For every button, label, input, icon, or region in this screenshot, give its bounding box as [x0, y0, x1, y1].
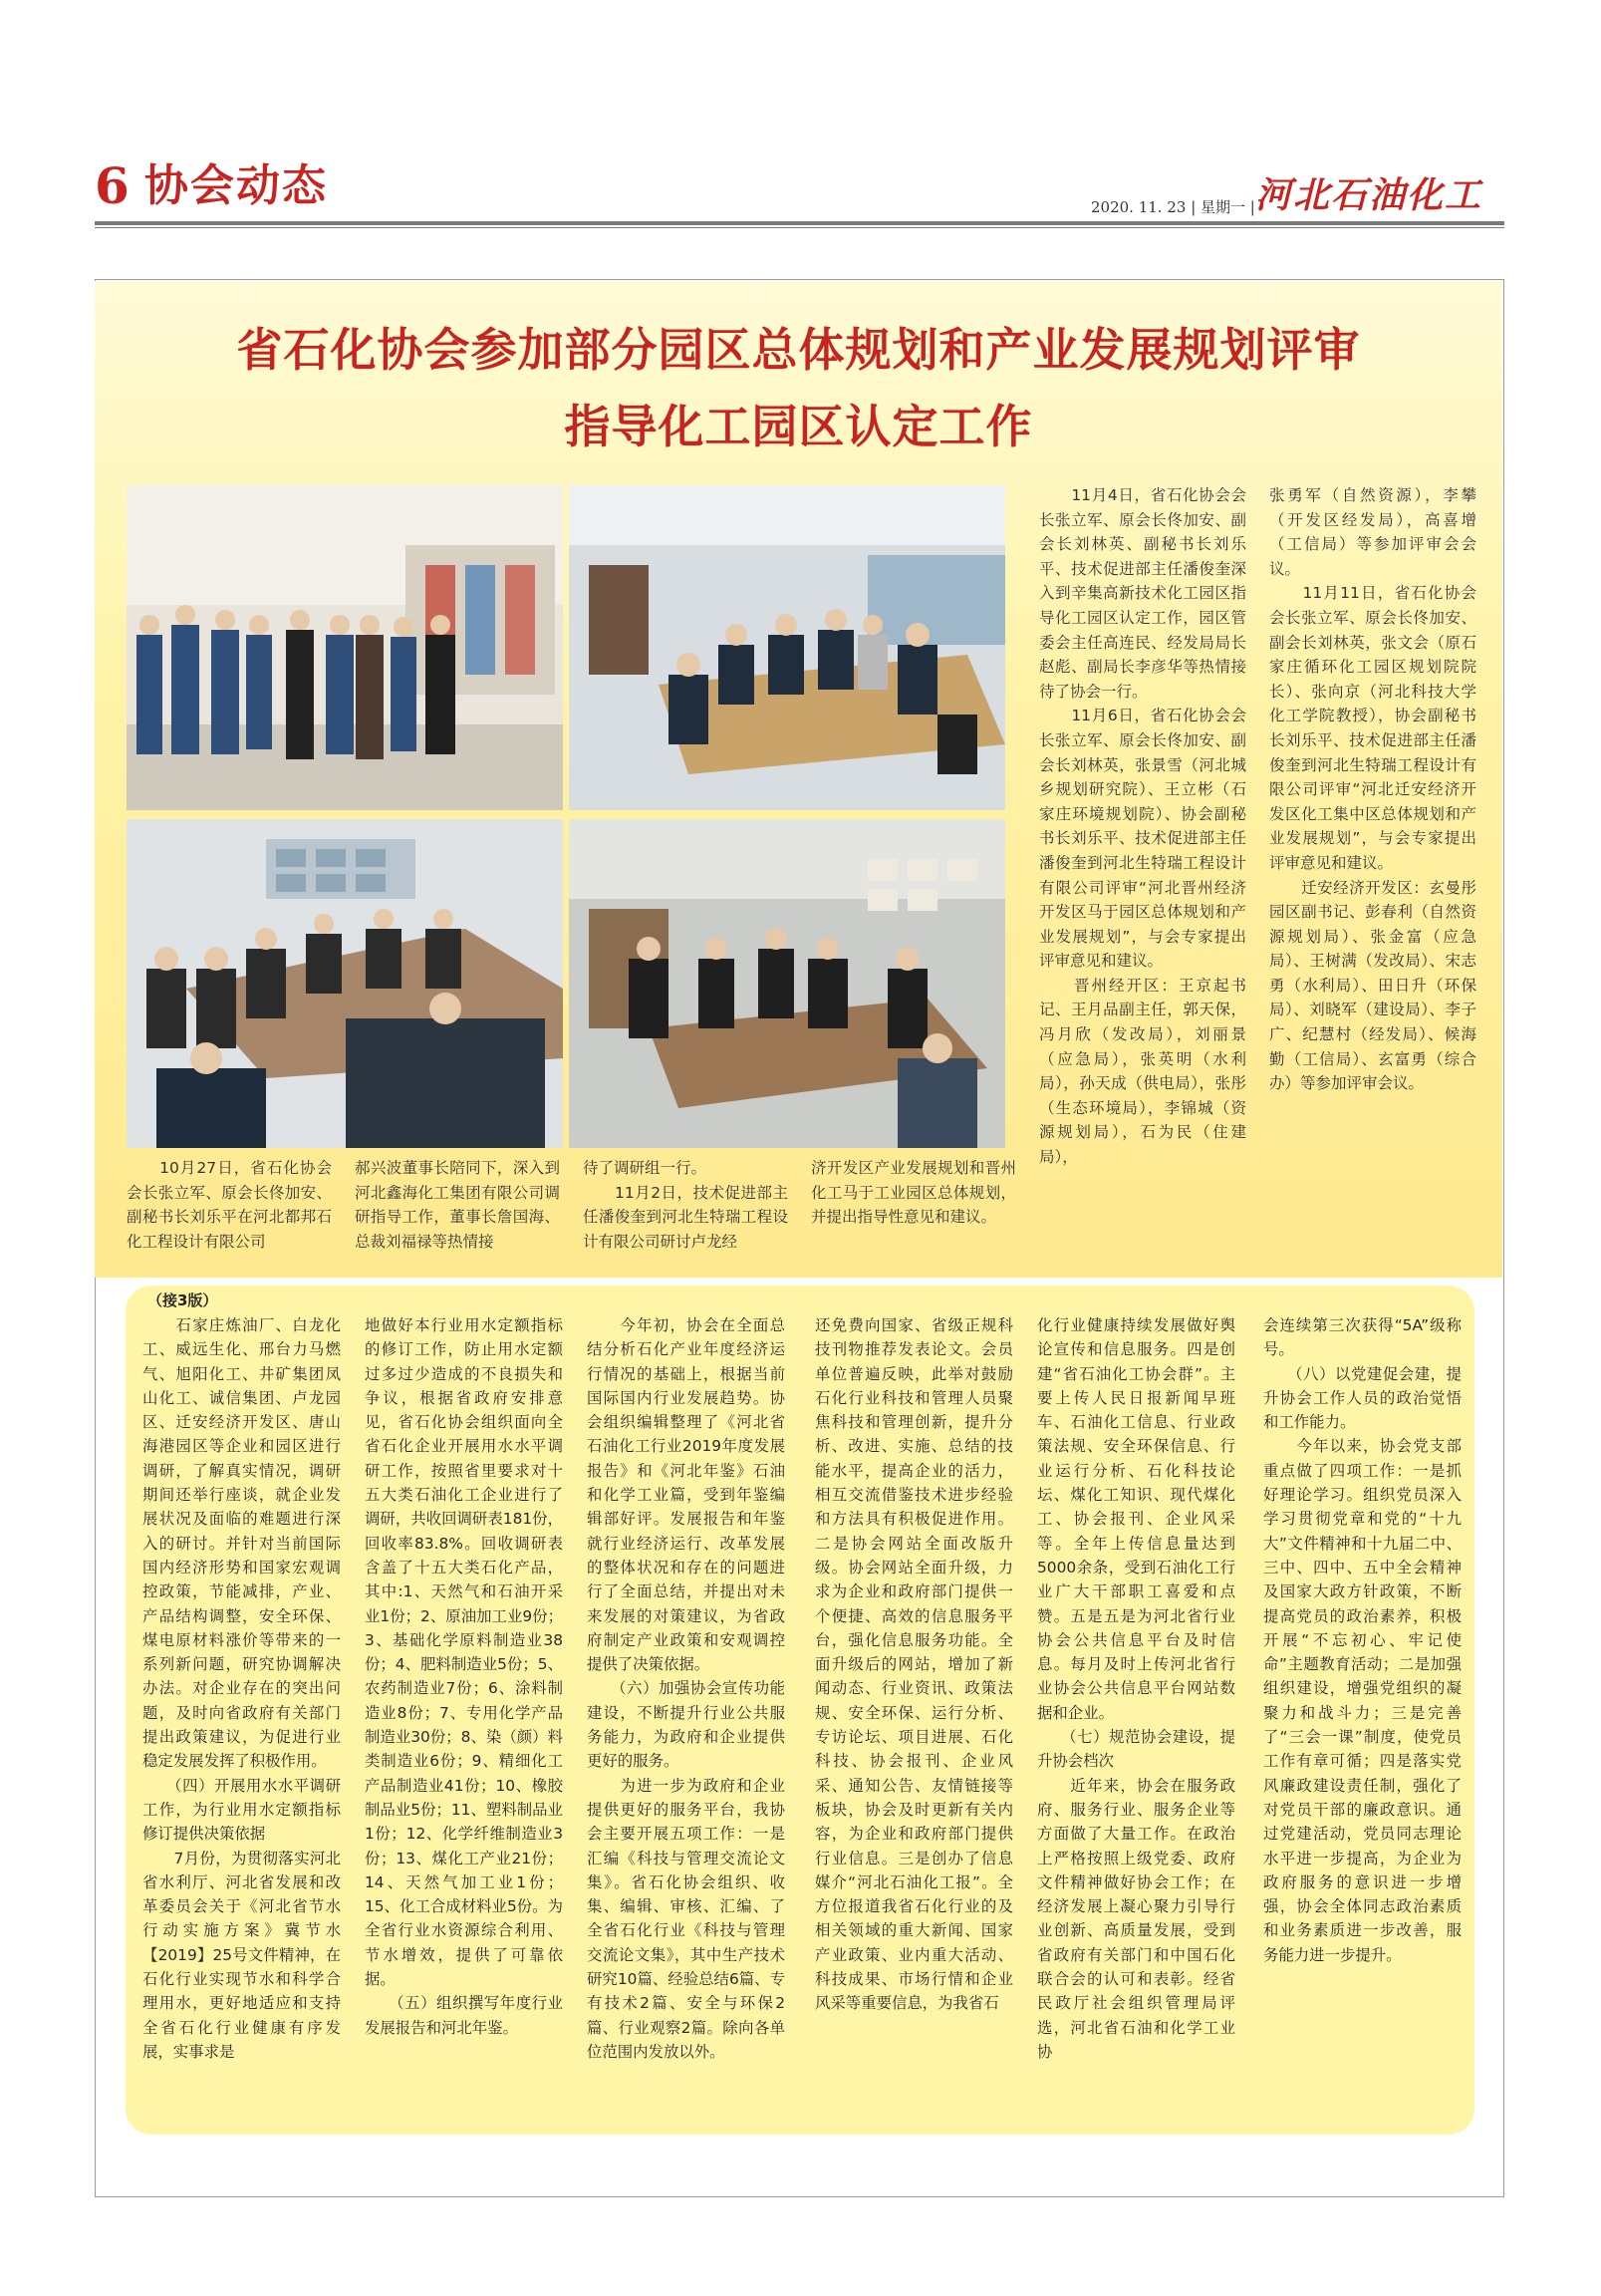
header-rule	[95, 221, 1504, 225]
section-title: 协会动态	[144, 160, 328, 211]
photo-conference-room	[127, 819, 563, 1148]
page-number: 6	[95, 156, 130, 215]
photo-caption-col-2: 郝兴波董事长陪同下，深入到河北鑫海化工集团有限公司调研指导工作，董事长詹国海、总裁刘福禄等热情接	[355, 1159, 560, 1251]
continued-col-3: 今年初，协会在全面总结分析石化产业年度经济运行情况的基础上，根据当前国际国内行业发展趋势。协会组织编辑整理了《河北省石油化工行业2019年度发展报告》和《河北年鉴》石油和化学工业篇，受到年鉴编辑部好评。发展报告和年鉴就行业经济运行、改革发展的整体状况和存在的问题进行了全面总结，并提出对未来发展的对策建议，为省政府制定产业政策和安观调控提供了决策依据。 （六）加强协会宣传功能建设，不断提升行业公共服务能力，为政府和企业提供更好的服务。 为进一步为政府和企业提供更好的服务平台，我协会主要开展五项工作：一是汇编《科技与管理交流论文集》。省石化协会组织、收集、编辑、审核、汇编、了全省石化行业《科技与管理交流论文集》，其中生产技术研究10篇、经验总结6篇、专有技术2篇、安全与环保2篇、行业观察2篇。除向各单位范围内发放以外。	[587, 1316, 785, 2061]
header-rule-thin	[95, 227, 1504, 228]
photo-caption-col-4: 济开发区产业发展规划和晋州化工马于工业园区总体规划，并提出指导性意见和建议。	[811, 1159, 1016, 1227]
photo-caption-col-3: 待了调研组一行。 11月2日，技术促进部主任潘俊奎到河北生特瑞工程设计有限公司研讨卢龙经	[583, 1159, 788, 1251]
newspaper-logo: 河北石油化工	[1255, 174, 1483, 216]
photo-meeting-table	[569, 485, 1005, 810]
article-headline: 省石化协会参加部分园区总体规划和产业发展规划评审	[236, 323, 1361, 377]
continued-col-1: 石家庄炼油厂、白龙化工、威远生化、邢台力马燃气、旭阳化工、井矿集团凤山化工、诚信集团、卢龙园区、迁安经济开发区、唐山海港园区等企业和园区进行调研，了解真实情况，调研期间还举行座谈，就企业发展状况及面临的难题进行深入的研讨。并针对当前国际国内经济形势和国家宏观调控政策，节能减排，产业、产品结构调整，安全环保、煤电原材料涨价等带来的一系列新问题，研究协调解决办法。对企业存在的突出问题，及时向省政府有关部门提出政策建议，为促进行业稳定发展发挥了积极作用。 （四）开展用水水平调研工作，为行业用水定额指标修订提供决策依据 7月份，为贯彻落实河北省水利厅、河北省发展和改革委员会关于《河北省节水行动实施方案》冀节水【2019】25号文件精神，在石化行业实现节水和科学合理用水，更好地适应和支持全省石化行业健康有序发展，实事求是	[142, 1316, 341, 2061]
article-text-col-1: 11月4日，省石化协会会长张立军、原会长佟加安、副会长刘林英、副秘书长刘乐平、技术促进部主任潘俊奎深入到辛集高新技术化工园区指导化工园区认定工作，园区管委会主任高连民、经发局局长赵彪、副局长李彦华等热情接待了协会一行。 11月6日，省石化协会会长张立军、原会长佟加安、副会长刘林英，张景雪（河北城乡规划研究院）、王立彬（石家庄环境规划院）、协会副秘书长刘乐平、技术促进部主任潘俊奎到河北生特瑞工程设计有限公司评审“河北晋州经济开发区马于园区总体规划和产业发展规划”，与会专家提出评审意见和建议。 晋州经开区：王京起书记、王月品副主任，郭天保，冯月欣（发改局），刘丽景（应急局），张英明（水利局），孙天成（供电局），张彤（生态环境局），李锦城（资源规划局），石为民（住建局），	[1039, 486, 1246, 1167]
continued-col-4: 还免费向国家、省级正规科技刊物推荐发表论文。会员单位普遍反映，此举对鼓励石化行业科技和管理人员聚焦科技和管理创新，提升分析、改进、实施、总结的技能水平，提高企业的活力，相互交流借鉴技术进步经验和方法具有积极促进作用。二是协会网站全面改版升级。协会网站全面升级，力求为企业和政府部门提供一个便捷、高效的信息服务平台，强化信息服务功能。全面升级后的网站，增加了新闻动态、行业资讯、政策法规、安全环保、运行分析、专访论坛、项目进展、石化科技、协会报刊、企业风采、通知公告、友情链接等板块，协会及时更新有关内容，为企业和政府部门提供行业信息。三是创办了信息媒介“河北石油化工报”。全方位报道我省石化行业的及相关领域的重大新闻、国家产业政策、业内重大活动、科技成果、市场行情和企业风采等重要信息，为我省石	[815, 1316, 1013, 2013]
continued-col-2: 地做好本行业用水定额指标的修订工作，防止用水定额过多过少造成的不良损失和争议，根据省政府安排意见，省石化协会组织面向全省石化企业开展用水水平调研工作，按照省里要求对十五大类石油化工企业进行了调研，共收回调研表181份，回收率83.8%。回收调研表含盖了十五大类石化产品，其中:1、天然气和石油开采业1份；2、原油加工业9份；3、基础化学原料制造业38份；4、肥料制造业5份；5、农药制造业7份；6、涂料制造业8份；7、专用化学产品制造业30份；8、染（颜）料类制造业6份；9、精细化工产品制造业41份；10、橡胶制品业5份；11、塑料制品业1份；12、化学纤维制造业3份；13、煤化工产业21份；14、天然气加工业1份；15、化工合成材料业5份。为全省行业水资源综合利用、节水增效，提供了可靠依据。 （五）组织撰写年度行业发展报告和河北年鉴。	[365, 1316, 563, 2037]
continued-from-tag: （接3版）	[147, 1292, 218, 1309]
photo-site-visit	[127, 485, 563, 810]
photo-caption-col-1: 10月27日，省石化协会会长张立军、原会长佟加安、副秘书长刘乐平在河北都邦石化工程设计有限公司	[127, 1159, 332, 1251]
issue-date: 2020. 11. 23 | 星期一 |	[1091, 198, 1255, 216]
photo-office-discussion	[569, 819, 1005, 1148]
continued-col-6: 会连续第三次获得“5A”级称号。 （八）以党建促会建，提升协会工作人员的政治觉悟和工作能力。 今年以来，协会党支部重点做了四项工作：一是抓好理论学习。组织党员深入学习贯彻党章和党的“十九大”文件精神和十九届二中、三中、四中、五中全会精神及国家大政方针政策，不断提高党员的政治素养，积极开展“不忘初心、牢记使命”主题教育活动；二是加强组织建设，增强党组织的凝聚力和战斗力；三是完善了“三会一课”制度，使党员工作有章可循；四是落实党风廉政建设责任制，强化了对党员干部的廉政意识。通过党建活动，党员同志理论水平进一步提高，为企业为政府服务的意识进一步增强，协会全体同志政治素质和业务素质进一步改善，服务能力进一步提升。	[1263, 1316, 1462, 1964]
continued-col-5: 化行业健康持续发展做好舆论宣传和信息服务。四是创建“省石油化工协会群”。主要上传人民日报新闻早班车、石油化工信息、行业政策法规、安全环保信息、行业运行分析、石化科技论坛、煤化工知识、现代煤化工、协会报刊、企业风采等。全年上传信息量达到5000余条，受到石油化工行业广大干部职工喜爱和点赞。五是五是为河北省行业协会公共信息平台及时信息。每月及时上传河北省行业协会公共信息平台网站数据和企业。 （七）规范协会建设，提升协会档次 近年来，协会在服务政府、服务行业、服务企业等方面做了大量工作。在政治上严格按照上级党委、政府文件精神做好协会工作；在经济发展上凝心聚力引导行业创新、高质量发展，受到省政府有关部门和中国石化联合会的认可和表彰。经省民政厅社会组织管理局评选，河北省石油和化学工业协	[1037, 1316, 1235, 2061]
article-subheadline: 指导化工园区认定工作	[564, 400, 1033, 453]
article-text-col-2: 张勇军（自然资源），李攀（开发区经发局），高喜增（工信局）等参加评审会会议。 11月11日，省石化协会会长张立军、原会长佟加安、副会长刘林英，张文会（原石家庄循环化工园区规划院院长）、张向京（河北科技大学化工学院教授），协会副秘书长刘乐平、技术促进部主任潘俊奎到河北生特瑞工程设计有限公司评审“河北迁安经济开发区化工集中区总体规划和产业发展规划”，与会专家提出评审意见和建议。 迁安经济开发区：玄曼彤园区副书记、彭春利（自然资源规划局）、张金富（应急局）、王树满（发改局）、宋志勇（水利局）、田日升（环保局）、刘晓军（建设局）、李子广、纪慧村（经发局）、候海勤（工信局）、玄富勇（综合办）等参加评审会议。	[1269, 486, 1476, 1093]
